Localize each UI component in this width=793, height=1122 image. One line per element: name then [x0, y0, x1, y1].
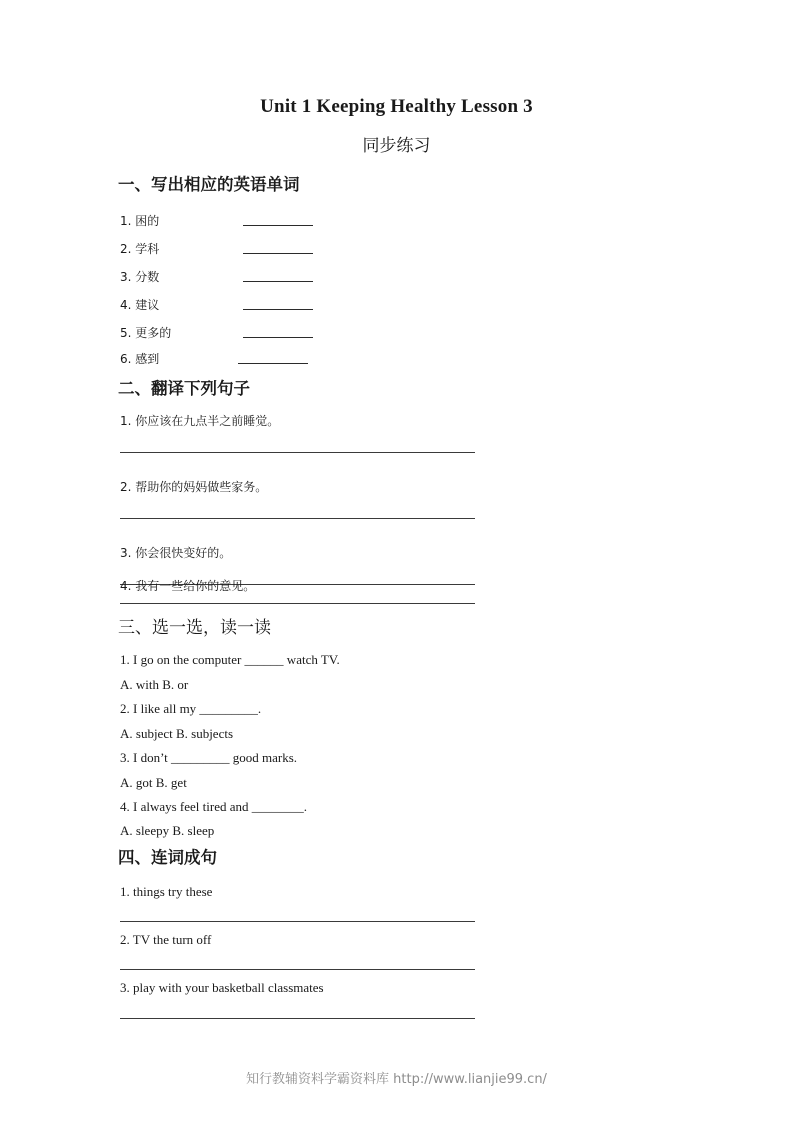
answer-line[interactable]	[120, 452, 475, 453]
choice-question-options[interactable]: A. sleepy B. sleep	[120, 823, 215, 838]
vocab-row	[120, 268, 460, 286]
scramble-sentence: 1. things try these	[120, 884, 213, 899]
vocab-answer-blank[interactable]	[243, 337, 313, 338]
choice-question-stem: 2. I like all my _________.	[120, 701, 262, 716]
translate-sentence: 3. 你会很快变好的。	[120, 546, 232, 560]
page-title: Unit 1 Keeping Healthy Lesson 3	[260, 96, 533, 117]
vocab-row	[120, 240, 460, 258]
section-heading-1: 一、写出相应的英语单词	[118, 175, 300, 194]
scramble-sentence: 3. play with your basketball classmates	[120, 980, 324, 995]
answer-line[interactable]	[120, 603, 475, 604]
vocab-row	[120, 350, 460, 368]
scramble-sentence: 2. TV the turn off	[120, 932, 212, 947]
vocab-label: 2. 学科	[120, 242, 160, 256]
translate-sentence: 1. 你应该在九点半之前睡觉。	[120, 414, 280, 428]
section-heading-3: 三、选一选，读一读	[118, 618, 271, 638]
section-heading-4: 四、连词成句	[118, 848, 217, 867]
choice-question-options[interactable]: A. got B. get	[120, 775, 187, 790]
choice-question-stem: 1. I go on the computer ______ watch TV.	[120, 652, 340, 667]
page-subtitle: 同步练习	[362, 136, 431, 156]
vocab-answer-blank[interactable]	[243, 281, 313, 282]
vocab-label: 6. 感到	[120, 352, 160, 366]
vocab-row	[120, 212, 460, 230]
vocab-row	[120, 296, 460, 314]
vocab-label: 3. 分数	[120, 270, 160, 284]
section-heading-2: 二、翻译下列句子	[118, 379, 250, 398]
choice-question-stem: 3. I don’t _________ good marks.	[120, 750, 298, 765]
answer-line[interactable]	[120, 969, 475, 970]
translate-sentence: 2. 帮助你的妈妈做些家务。	[120, 480, 268, 494]
vocab-label: 1. 困的	[120, 214, 160, 228]
answer-line[interactable]	[120, 518, 475, 519]
vocab-label: 5. 更多的	[120, 326, 172, 340]
vocab-answer-blank[interactable]	[243, 253, 313, 254]
answer-line[interactable]	[120, 1018, 475, 1019]
footer-watermark: 知行教辅资料学霸资料库 http://www.lianjie99.cn/	[246, 1072, 547, 1087]
choice-question-options[interactable]: A. subject B. subjects	[120, 726, 234, 741]
vocab-answer-blank[interactable]	[243, 225, 313, 226]
choice-question-options[interactable]: A. with B. or	[120, 677, 189, 692]
vocab-row	[120, 324, 460, 342]
vocab-label: 4. 建议	[120, 298, 160, 312]
choice-question-stem: 4. I always feel tired and ________.	[120, 799, 308, 814]
answer-line[interactable]	[120, 921, 475, 922]
vocab-answer-blank[interactable]	[238, 363, 308, 364]
vocab-answer-blank[interactable]	[243, 309, 313, 310]
translate-sentence: 4. 我有一些给你的意见。	[120, 579, 256, 593]
